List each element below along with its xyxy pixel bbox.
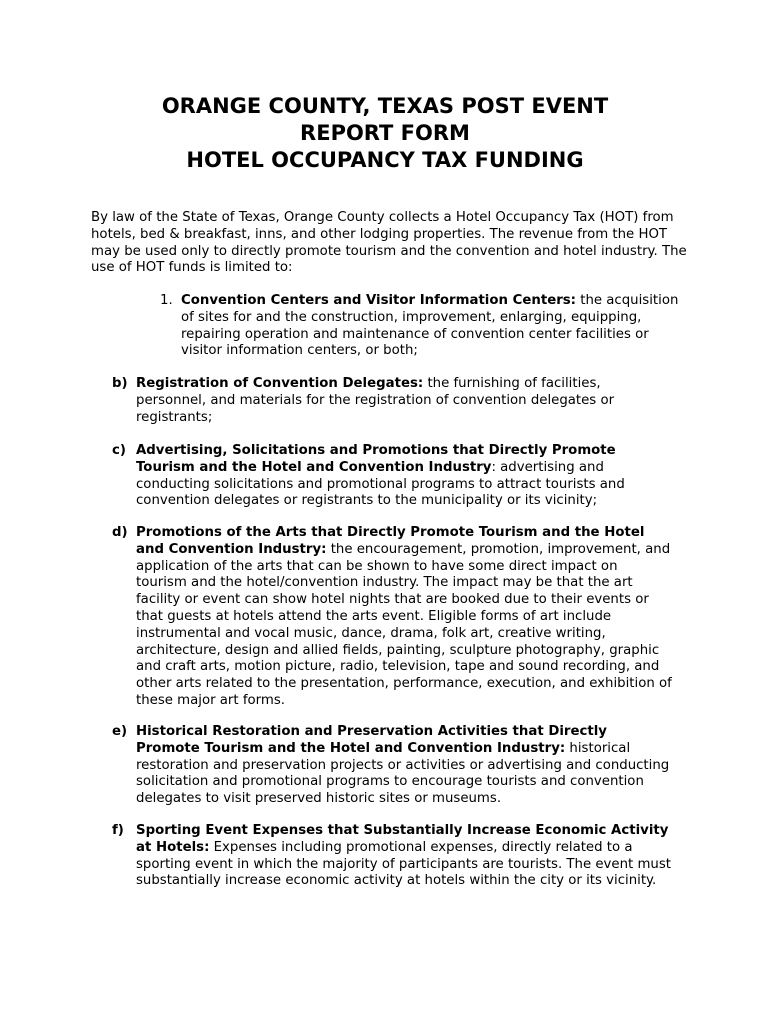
list-item-sporting-events [112,823,672,890]
item-body: the furnishing of facilities, personnel, and materials for the registration of convention delegates or registrants; [136,376,615,425]
item-text [136,823,672,890]
item-body: historical restoration and preservation projects or activities or advertising and conducting solicitation and promotional programs to encourage tourists and convention delegates to visit preserved historic sites or museums. [136,740,670,807]
item-marker: f) [112,823,124,838]
item-text [136,525,672,710]
title-line-1: ORANGE COUNTY, TEXAS POST EVENT [161,94,609,118]
item-marker: 1. [160,293,173,308]
list-item-registration [112,376,672,426]
item-body: the acquisition of sites for and the construction, improvement, enlarging, equipping, repairing operation and maintenance of convention center facilities or visitor information centers, or both; [181,293,679,359]
item-text [136,724,672,808]
item-heading: Promotions of the Arts that Directly Promote Tourism and the Hotel and Convention Industry: [136,525,645,557]
title-line-2: REPORT FORM [300,121,470,145]
item-text [181,293,690,360]
item-text [136,443,672,510]
item-marker: b) [112,376,128,391]
item-marker: e) [112,724,128,739]
list-item-convention-centers [160,293,690,360]
item-marker: d) [112,525,128,540]
item-heading: Historical Restoration and Preservation Activities that Directly Promote Tourism and the Hotel and Convention Industry: [136,724,607,756]
item-body: Expenses including promotional expenses, directly related to a sporting event in which the majority of participants are tourists. The event must substantially increase economic activity at hotels within the city or its vicinity. [136,839,671,889]
item-body: the encouragement, promotion, improvement, and application of the arts that can be shown to have some direct impact on tourism and the hotel/convention industry. The impact may be that the art facility or event can show hotel nights that are booked due to their events or that guests at hotels attend the arts event. Eligible forms of art include instrumental and vocal music, dance, drama, folk art, creative writing, architecture, design and allied fields, painting, sculpture photography, graphic and craft arts, motion picture, radio, television, tape and sound recording, and other arts related to the presentation, performance, execution, and exhibition of these major art forms. [136,541,672,708]
list-item-advertising [112,443,672,510]
intro-paragraph: By law of the State of Texas, Orange County collects a Hotel Occupancy Tax (HOT) from hotels, bed & breakfast, inns, and other lodging properties. The revenue from the HOT may be used only to directly promote tourism and the convention and hotel industry. The use of HOT funds is limited to: [91,210,687,276]
title-line-3: HOTEL OCCUPANCY TAX FUNDING [186,148,584,172]
item-heading: Convention Centers and Visitor Information Centers: [181,293,576,308]
list-item-arts [112,525,672,710]
item-heading: Registration of Convention Delegates: [136,376,424,391]
item-heading: Advertising, Solicitations and Promotions that Directly Promote Tourism and the Hotel and Convention Industry [136,443,616,475]
list-item-historical [112,724,672,808]
item-heading: Sporting Event Expenses that Substantially Increase Economic Activity at Hotels: [136,823,669,855]
document-title [0,93,770,174]
item-text [136,376,672,426]
item-body: : advertising and conducting solicitations and promotional programs to attract tourists and convention delegates or registrants to the municipality or its vicinity; [136,459,625,509]
item-marker: c) [112,443,126,458]
